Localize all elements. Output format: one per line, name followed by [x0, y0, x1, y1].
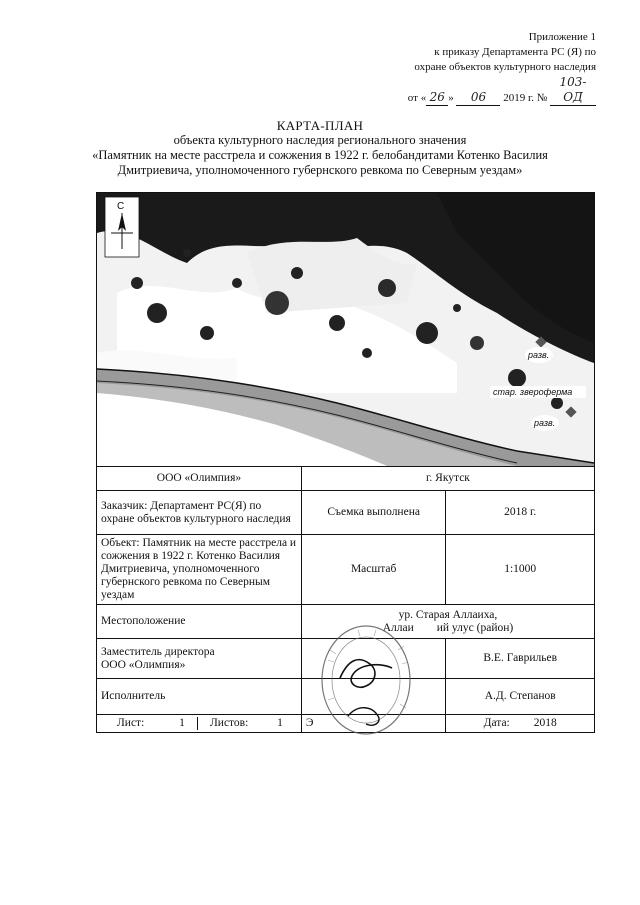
document-subtitle: объекта культурного наследия регионального значения	[173, 133, 467, 147]
document-title-block	[60, 118, 580, 178]
object-cell: Объект: Памятник на месте расстрела и сожжения в 1922 г. Котенко Василия Дмитриевича, уполномоченного губернского ревкома по Северным уездам	[97, 535, 302, 605]
executor-label-cell: Исполнитель	[97, 679, 302, 715]
date-value: 2018	[533, 717, 557, 729]
stamp-row-object	[97, 535, 595, 605]
deputy-label-cell	[97, 639, 302, 679]
date-inner	[446, 716, 594, 732]
scale-label-cell: Масштаб	[301, 535, 446, 605]
sheets-inner	[97, 716, 301, 732]
map-label-farm: стар. звероферма	[493, 387, 573, 397]
stamp-row-company	[97, 467, 595, 491]
survey-label-cell: Съемка выполнена	[301, 491, 446, 535]
survey-year-cell: 2018 г.	[446, 491, 595, 535]
appendix-date-mid: »	[448, 92, 454, 104]
appendix-line1: Приложение 1	[528, 31, 596, 43]
map-label-ruin1: разв.	[528, 350, 550, 360]
executor-name-cell: А.Д. Степанов	[446, 679, 595, 715]
appendix-month: 06	[456, 90, 500, 106]
deputy-label-line2: ООО «Олимпия»	[101, 658, 186, 671]
appendix-date-prefix: от «	[407, 92, 427, 104]
appendix-year-text: 2019 г. №	[503, 92, 548, 104]
location-value-line2: Аллаи ий улус (район)	[382, 621, 514, 634]
partial-cell: Э	[301, 715, 446, 733]
appendix-number: 103-ОД	[550, 75, 596, 106]
location-label-cell: Местоположение	[97, 605, 302, 639]
document-title: КАРТА-ПЛАН	[276, 118, 364, 133]
customer-cell: Заказчик: Департамент РС(Я) по охране объектов культурного наследия	[97, 491, 302, 535]
scale-value-cell: 1:1000	[446, 535, 595, 605]
sheets-value: 1	[277, 717, 283, 729]
appendix-line2: к приказу Департамента РС (Я) по	[434, 46, 596, 58]
sheet-label: Лист:	[117, 717, 145, 729]
location-value-line1: ур. Старая Аллаиха,	[398, 608, 498, 621]
north-letter: С	[117, 201, 125, 212]
location-value-cell	[301, 605, 594, 639]
company-cell: ООО «Олимпия»	[97, 467, 302, 491]
appendix-day: 26	[426, 90, 448, 106]
deputy-name-cell: В.Е. Гаврильев	[446, 639, 595, 679]
appendix-date-line	[296, 75, 596, 106]
stamp-row-location	[97, 605, 595, 639]
site-map-graphic	[97, 193, 594, 466]
deputy-signature-cell	[301, 639, 446, 679]
stamp-row-sheets	[97, 715, 595, 733]
stamp-row-deputy	[97, 639, 595, 679]
date-label: Дата:	[483, 717, 510, 729]
title-stamp-table	[96, 466, 595, 733]
map-label-ruin2: разв.	[534, 418, 556, 428]
city-cell: г. Якутск	[301, 467, 594, 491]
sheets-cell	[97, 715, 302, 733]
sheet-value: 1	[167, 717, 198, 730]
object-name-line2: Дмитриевича, уполномоченного губернского ревкома по Северным уездам»	[117, 163, 523, 177]
object-name-line1: «Памятник на месте расстрела и сожжения в 1922 г. белобандитами Котенко Василия	[92, 148, 548, 162]
appendix-header	[296, 30, 596, 106]
stamp-row-executor	[97, 679, 595, 715]
executor-signature-cell	[301, 679, 446, 715]
date-cell	[446, 715, 595, 733]
sheets-label: Листов:	[210, 717, 249, 729]
stamp-row-customer	[97, 491, 595, 535]
appendix-line3: охране объектов культурного наследия	[414, 61, 596, 73]
site-map	[96, 192, 595, 467]
deputy-label-line1: Заместитель директора	[101, 645, 215, 658]
